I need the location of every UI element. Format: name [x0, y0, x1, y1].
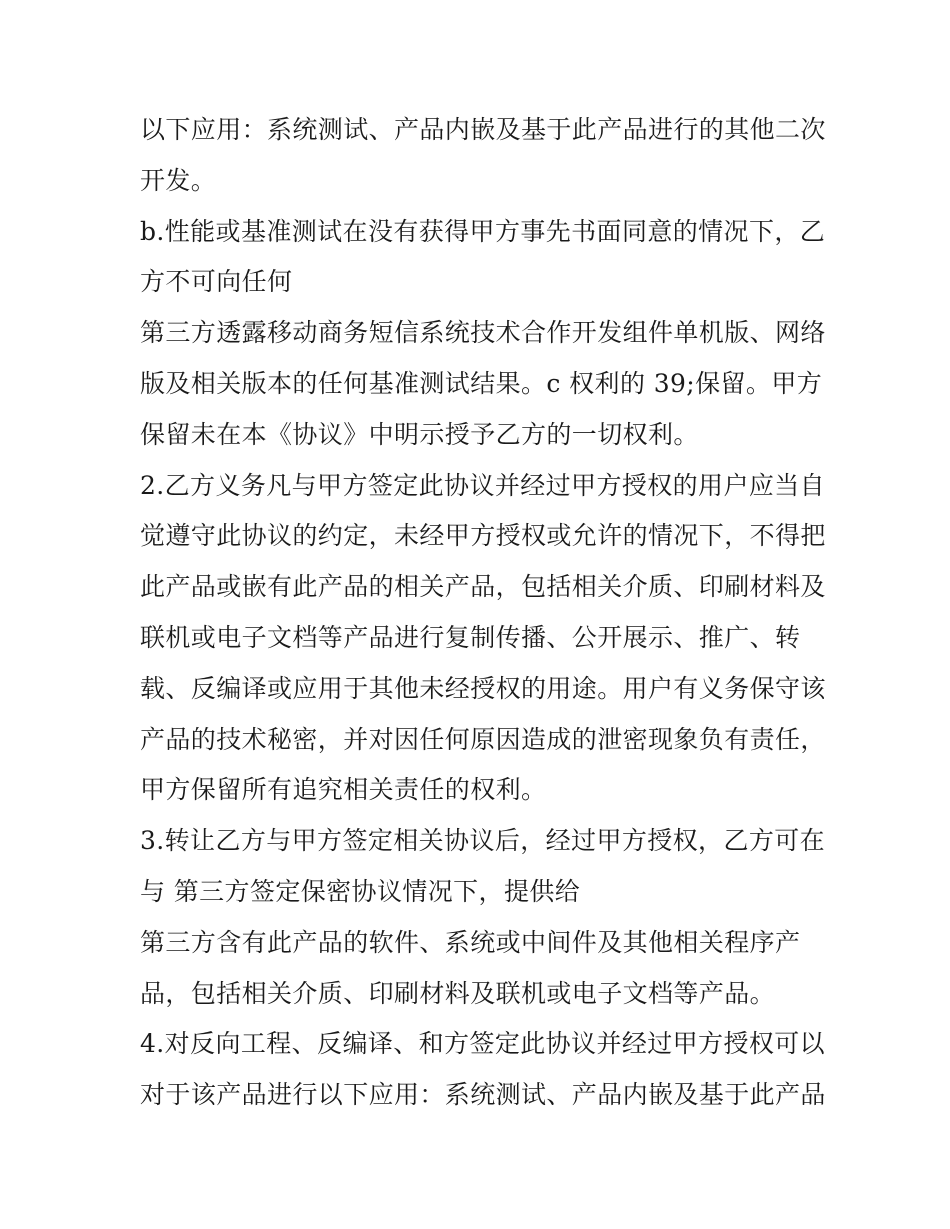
text-line: 品，包括相关介质、印刷材料及联机或电子文档等产品。: [140, 978, 776, 1008]
text-line: 对于该产品进行以下应用：系统测试、产品内嵌及基于此产品: [140, 1080, 826, 1110]
text-line: 此产品或嵌有此产品的相关产品，包括相关介质、印刷材料及: [140, 572, 826, 602]
text-line: 第三方含有此产品的软件、系统或中间件及其他相关程序产: [140, 927, 801, 957]
text-line: 载、反编译或应用于其他未经授权的用途。用户有义务保守该: [140, 673, 826, 703]
text-line: 甲方保留所有追究相关责任的权利。: [140, 775, 547, 805]
text-line: 以下应用：系统测试、产品内嵌及基于此产品进行的其他二次: [140, 115, 826, 144]
text-line: 觉遵守此协议的约定，未经甲方授权或允许的情况下，不得把: [140, 521, 826, 551]
text-line: 联机或电子文档等产品进行复制传播、公开展示、推广、转: [140, 622, 801, 652]
text-line: 方不可向任何: [140, 267, 293, 297]
text-line: 第三方透露移动商务短信系统技术合作开发组件单机版、网络: [140, 318, 826, 348]
document-body: [140, 105, 826, 1121]
text-line: 3.转让乙方与甲方签定相关协议后，经过甲方授权，乙方可在: [140, 826, 826, 856]
text-line: 开发。: [140, 165, 217, 195]
text-line: 保留未在本《协议》中明示授予乙方的一切权利。: [140, 419, 699, 449]
text-line: 4.对反向工程、反编译、和方签定此协议并经过甲方授权可以: [140, 1029, 826, 1059]
text-line: 版及相关版本的任何基准测试结果。c 权利的 39;保留。甲方: [140, 368, 823, 398]
text-line: 产品的技术秘密，并对因任何原因造成的泄密现象负有责任，: [140, 724, 826, 754]
text-line: 与 第三方签定保密协议情况下，提供给: [140, 876, 581, 906]
text-line: b.性能或基准测试在没有获得甲方事先书面同意的情况下，乙: [140, 216, 826, 246]
text-line: 2.乙方义务凡与甲方签定此协议并经过甲方授权的用户应当自: [140, 470, 826, 500]
